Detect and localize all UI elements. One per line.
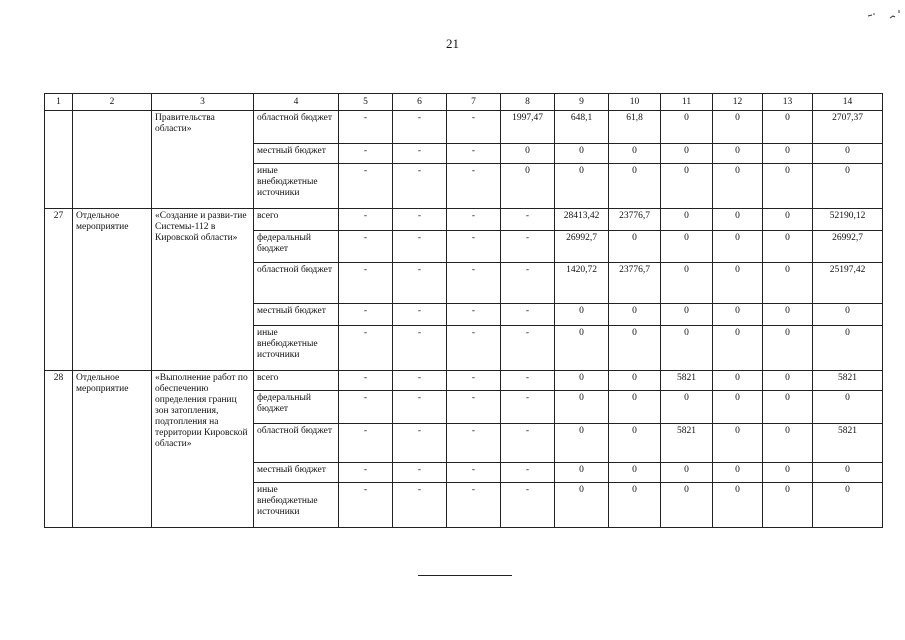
funding-source-cell: федеральный бюджет bbox=[254, 231, 339, 263]
value-cell: 0 bbox=[713, 424, 763, 463]
value-cell: 5821 bbox=[661, 371, 713, 391]
value-cell: - bbox=[339, 371, 393, 391]
value-cell: - bbox=[501, 391, 555, 424]
value-cell: 0 bbox=[555, 164, 609, 209]
value-cell: 0 bbox=[713, 209, 763, 231]
value-cell: 5821 bbox=[813, 424, 883, 463]
value-cell: 0 bbox=[763, 326, 813, 371]
value-cell: 2707,37 bbox=[813, 111, 883, 144]
value-cell: - bbox=[339, 304, 393, 326]
funding-source-cell: иные внебюджетные источники bbox=[254, 483, 339, 528]
value-cell: 0 bbox=[763, 483, 813, 528]
value-cell: 26992,7 bbox=[813, 231, 883, 263]
table-row bbox=[45, 209, 883, 231]
value-cell: - bbox=[501, 209, 555, 231]
measure-name-cell: «Выполнение работ по обеспечению определения границ зон затопления, подтопления на территории Кировской области» bbox=[152, 371, 254, 528]
value-cell: 0 bbox=[661, 304, 713, 326]
value-cell: - bbox=[393, 263, 447, 304]
value-cell: 0 bbox=[661, 144, 713, 164]
value-cell: 0 bbox=[763, 231, 813, 263]
value-cell: 0 bbox=[763, 164, 813, 209]
value-cell: - bbox=[393, 304, 447, 326]
scan-marks bbox=[862, 8, 902, 28]
column-header-11: 11 bbox=[661, 94, 713, 111]
value-cell: 0 bbox=[763, 111, 813, 144]
value-cell: 1997,47 bbox=[501, 111, 555, 144]
column-header-5: 5 bbox=[339, 94, 393, 111]
value-cell: 0 bbox=[763, 391, 813, 424]
value-cell: - bbox=[339, 483, 393, 528]
measure-name-cell: «Создание и разви-тие Системы-112 в Кировской области» bbox=[152, 209, 254, 371]
funding-source-cell: областной бюджет bbox=[254, 424, 339, 463]
value-cell: - bbox=[393, 111, 447, 144]
value-cell: - bbox=[447, 263, 501, 304]
value-cell: - bbox=[393, 144, 447, 164]
column-header-8: 8 bbox=[501, 94, 555, 111]
value-cell: 5821 bbox=[813, 371, 883, 391]
value-cell: 0 bbox=[813, 391, 883, 424]
value-cell: 0 bbox=[609, 424, 661, 463]
value-cell: - bbox=[501, 326, 555, 371]
value-cell: - bbox=[501, 304, 555, 326]
value-cell: - bbox=[447, 231, 501, 263]
value-cell: 0 bbox=[813, 164, 883, 209]
measure-type-cell bbox=[73, 111, 152, 209]
value-cell: 0 bbox=[609, 304, 661, 326]
column-header-10: 10 bbox=[609, 94, 661, 111]
column-header-4: 4 bbox=[254, 94, 339, 111]
value-cell: 0 bbox=[661, 463, 713, 483]
value-cell: 0 bbox=[661, 209, 713, 231]
row-number-cell bbox=[45, 111, 73, 209]
column-header-9: 9 bbox=[555, 94, 609, 111]
value-cell: - bbox=[501, 463, 555, 483]
measure-name-cell: Правительства области» bbox=[152, 111, 254, 209]
value-cell: 0 bbox=[555, 144, 609, 164]
value-cell: - bbox=[447, 209, 501, 231]
value-cell: - bbox=[501, 263, 555, 304]
value-cell: - bbox=[393, 326, 447, 371]
value-cell: 0 bbox=[609, 144, 661, 164]
value-cell: 0 bbox=[713, 164, 763, 209]
funding-source-cell: федеральный бюджет bbox=[254, 391, 339, 424]
value-cell: 0 bbox=[555, 326, 609, 371]
table-row bbox=[45, 371, 883, 391]
value-cell: - bbox=[447, 424, 501, 463]
value-cell: - bbox=[339, 424, 393, 463]
column-header-1: 1 bbox=[45, 94, 73, 111]
funding-source-cell: местный бюджет bbox=[254, 304, 339, 326]
value-cell: 0 bbox=[609, 391, 661, 424]
row-number-cell: 28 bbox=[45, 371, 73, 528]
value-cell: 0 bbox=[713, 304, 763, 326]
value-cell: - bbox=[339, 391, 393, 424]
table-row bbox=[45, 111, 883, 144]
value-cell: 0 bbox=[555, 463, 609, 483]
budget-table bbox=[44, 93, 883, 528]
funding-source-cell: всего bbox=[254, 371, 339, 391]
value-cell: - bbox=[501, 231, 555, 263]
value-cell: 0 bbox=[763, 463, 813, 483]
value-cell: - bbox=[447, 463, 501, 483]
value-cell: 0 bbox=[555, 371, 609, 391]
value-cell: 0 bbox=[813, 304, 883, 326]
value-cell: 0 bbox=[763, 144, 813, 164]
funding-source-cell: областной бюджет bbox=[254, 263, 339, 304]
value-cell: 0 bbox=[661, 483, 713, 528]
value-cell: 23776,7 bbox=[609, 263, 661, 304]
value-cell: 0 bbox=[501, 144, 555, 164]
measure-type-cell: Отдельное мероприятие bbox=[73, 371, 152, 528]
value-cell: - bbox=[501, 483, 555, 528]
value-cell: 0 bbox=[763, 371, 813, 391]
value-cell: 0 bbox=[609, 164, 661, 209]
value-cell: 0 bbox=[763, 209, 813, 231]
value-cell: 0 bbox=[713, 263, 763, 304]
value-cell: - bbox=[393, 209, 447, 231]
value-cell: 0 bbox=[661, 231, 713, 263]
value-cell: 0 bbox=[813, 463, 883, 483]
value-cell: - bbox=[393, 231, 447, 263]
value-cell: - bbox=[339, 209, 393, 231]
column-header-3: 3 bbox=[152, 94, 254, 111]
value-cell: 0 bbox=[609, 483, 661, 528]
page-number: 21 bbox=[446, 36, 459, 51]
value-cell: - bbox=[339, 463, 393, 483]
value-cell: 0 bbox=[661, 391, 713, 424]
value-cell: 0 bbox=[763, 424, 813, 463]
column-header-7: 7 bbox=[447, 94, 501, 111]
value-cell: 0 bbox=[609, 326, 661, 371]
value-cell: 52190,12 bbox=[813, 209, 883, 231]
value-cell: - bbox=[393, 164, 447, 209]
column-header-13: 13 bbox=[763, 94, 813, 111]
value-cell: 0 bbox=[555, 391, 609, 424]
value-cell: 26992,7 bbox=[555, 231, 609, 263]
column-header-12: 12 bbox=[713, 94, 763, 111]
footnote-separator bbox=[418, 575, 512, 576]
value-cell: - bbox=[447, 111, 501, 144]
value-cell: 0 bbox=[713, 231, 763, 263]
value-cell: 0 bbox=[609, 463, 661, 483]
funding-source-cell: иные внебюджетные источники bbox=[254, 326, 339, 371]
value-cell: - bbox=[447, 304, 501, 326]
value-cell: 0 bbox=[713, 371, 763, 391]
value-cell: - bbox=[339, 231, 393, 263]
value-cell: - bbox=[339, 326, 393, 371]
funding-source-cell: всего bbox=[254, 209, 339, 231]
value-cell: 5821 bbox=[661, 424, 713, 463]
value-cell: 0 bbox=[763, 304, 813, 326]
value-cell: - bbox=[447, 371, 501, 391]
value-cell: 0 bbox=[609, 371, 661, 391]
value-cell: - bbox=[447, 483, 501, 528]
value-cell: - bbox=[339, 144, 393, 164]
value-cell: 1420,72 bbox=[555, 263, 609, 304]
value-cell: 0 bbox=[661, 164, 713, 209]
value-cell: - bbox=[501, 424, 555, 463]
value-cell: 0 bbox=[555, 424, 609, 463]
value-cell: 0 bbox=[813, 144, 883, 164]
value-cell: - bbox=[339, 111, 393, 144]
value-cell: - bbox=[447, 144, 501, 164]
value-cell: 0 bbox=[501, 164, 555, 209]
row-number-cell: 27 bbox=[45, 209, 73, 371]
value-cell: 0 bbox=[661, 111, 713, 144]
value-cell: 0 bbox=[713, 463, 763, 483]
value-cell: - bbox=[447, 164, 501, 209]
column-header-14: 14 bbox=[813, 94, 883, 111]
value-cell: 25197,42 bbox=[813, 263, 883, 304]
funding-source-cell: областной бюджет bbox=[254, 111, 339, 144]
value-cell: 0 bbox=[713, 391, 763, 424]
funding-source-cell: иные внебюджетные источники bbox=[254, 164, 339, 209]
value-cell: - bbox=[447, 326, 501, 371]
value-cell: 0 bbox=[609, 231, 661, 263]
value-cell: 0 bbox=[713, 111, 763, 144]
value-cell: 0 bbox=[713, 483, 763, 528]
column-header-6: 6 bbox=[393, 94, 447, 111]
value-cell: 61,8 bbox=[609, 111, 661, 144]
value-cell: - bbox=[393, 424, 447, 463]
value-cell: 0 bbox=[661, 263, 713, 304]
value-cell: 0 bbox=[763, 263, 813, 304]
header-row bbox=[45, 94, 883, 111]
funding-source-cell: местный бюджет bbox=[254, 144, 339, 164]
value-cell: 0 bbox=[813, 483, 883, 528]
value-cell: 23776,7 bbox=[609, 209, 661, 231]
column-header-2: 2 bbox=[73, 94, 152, 111]
value-cell: - bbox=[501, 371, 555, 391]
value-cell: 0 bbox=[555, 304, 609, 326]
value-cell: 648,1 bbox=[555, 111, 609, 144]
value-cell: 28413,42 bbox=[555, 209, 609, 231]
value-cell: 0 bbox=[661, 326, 713, 371]
value-cell: - bbox=[447, 391, 501, 424]
value-cell: - bbox=[393, 391, 447, 424]
value-cell: - bbox=[393, 371, 447, 391]
value-cell: - bbox=[393, 483, 447, 528]
value-cell: 0 bbox=[713, 326, 763, 371]
funding-source-cell: местный бюджет bbox=[254, 463, 339, 483]
value-cell: 0 bbox=[713, 144, 763, 164]
value-cell: - bbox=[339, 263, 393, 304]
value-cell: 0 bbox=[555, 483, 609, 528]
value-cell: - bbox=[339, 164, 393, 209]
measure-type-cell: Отдельное мероприятие bbox=[73, 209, 152, 371]
value-cell: 0 bbox=[813, 326, 883, 371]
value-cell: - bbox=[393, 463, 447, 483]
